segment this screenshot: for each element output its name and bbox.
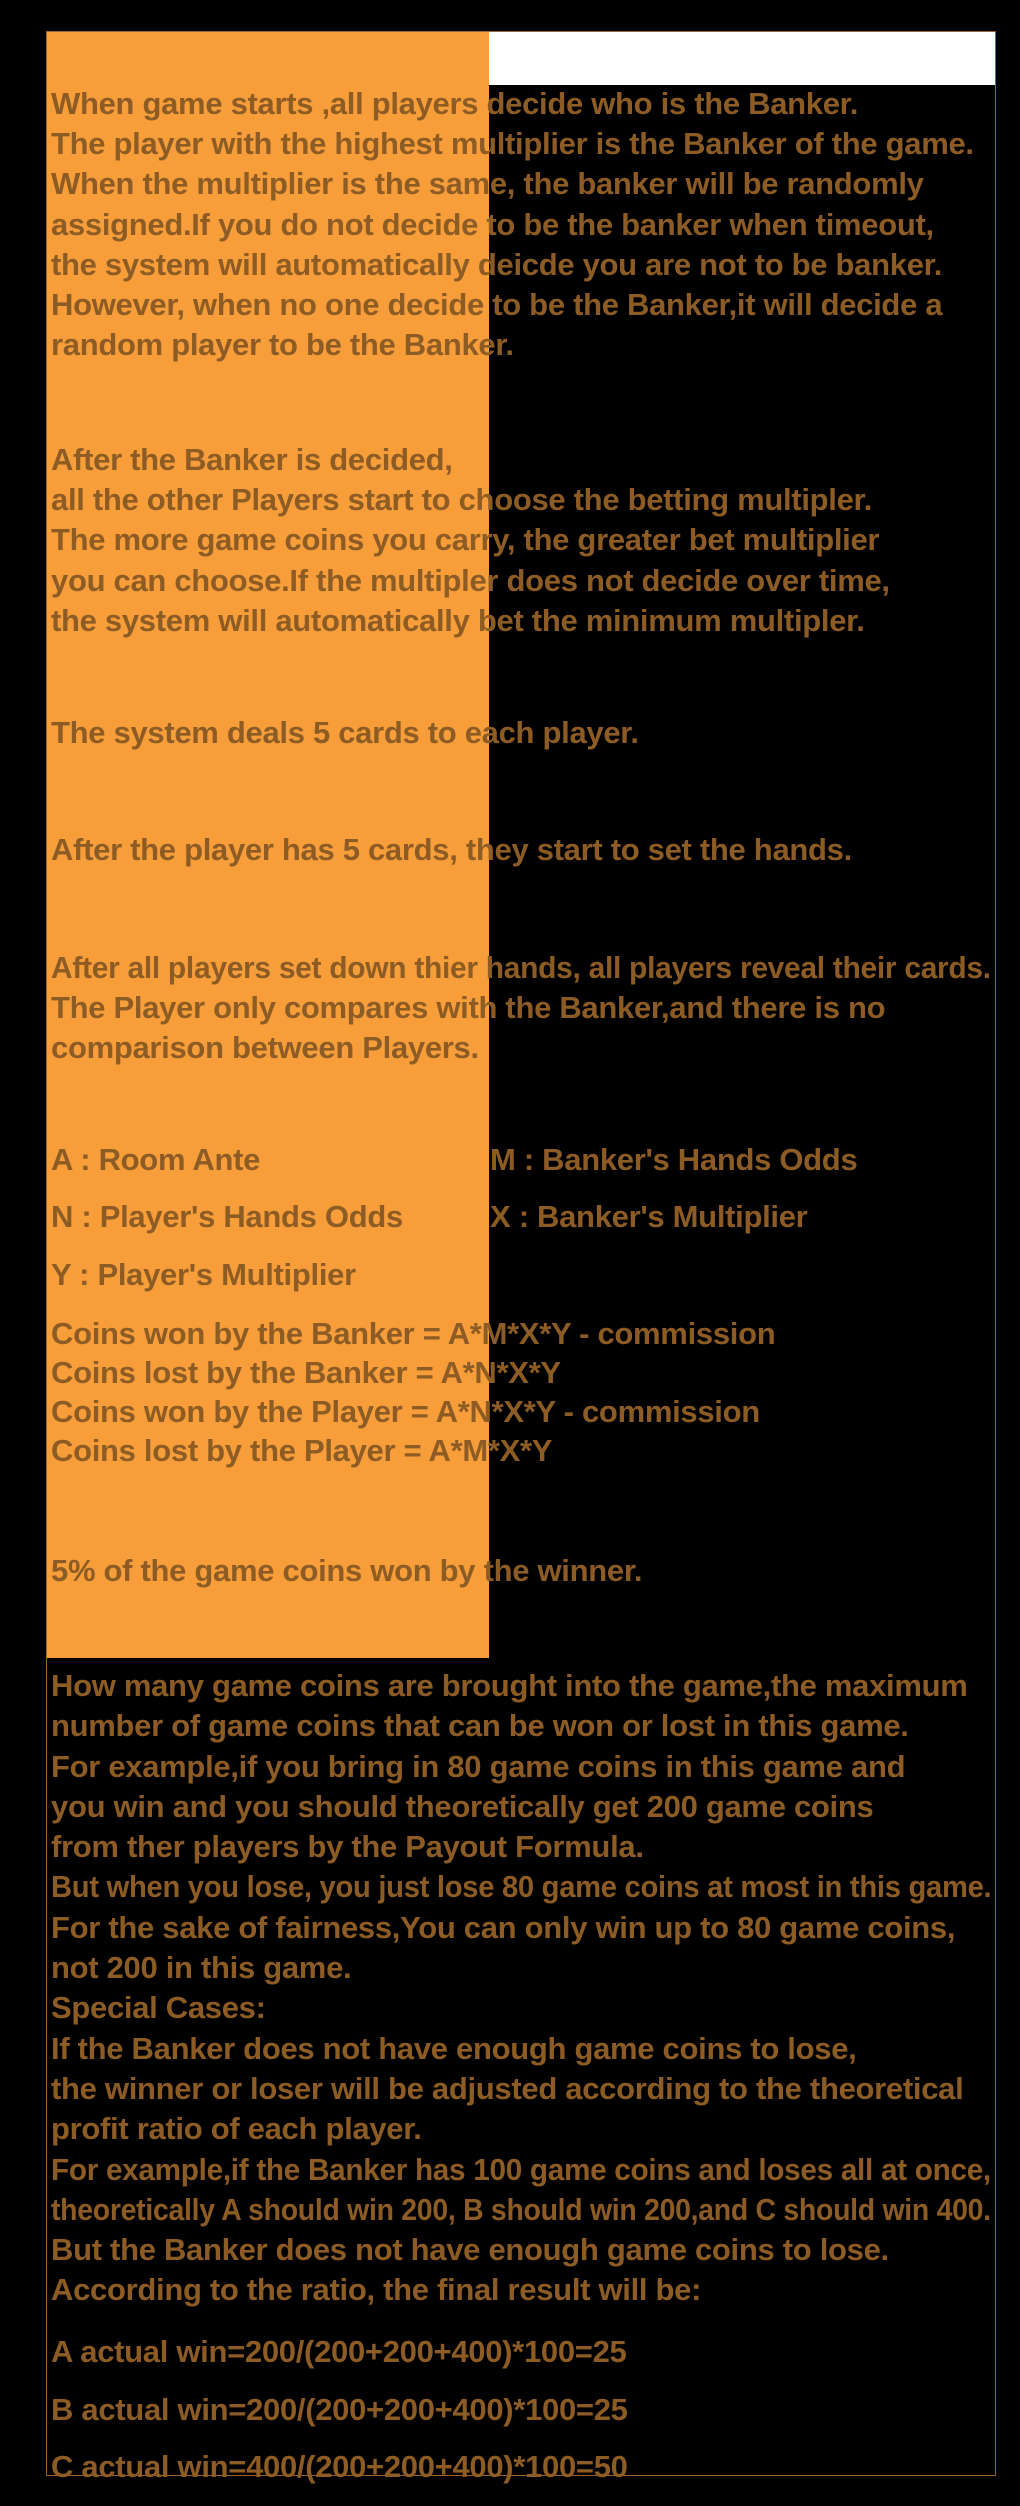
paragraph-betting-multiplier [51, 440, 991, 641]
text-line: After the Banker is decided, [51, 442, 453, 477]
variable-label-a: A : Room Ante [51, 1142, 261, 1177]
variable-label-y: Y : Player's Multiplier [51, 1257, 356, 1292]
variable-cell-m [490, 1140, 990, 1180]
text-line: all the other Players start to choose the betting multipler. [51, 482, 872, 518]
text-line: After all players set down thier hands, all players reveal their cards. [51, 950, 991, 985]
text-line: For example,if the Banker has 100 game coins and loses all at once, [51, 2151, 991, 2187]
text-line: For the sake of fairness,You can only win up to 80 game coins, [51, 1909, 956, 1945]
text-line: However, when no one decide to be the Banker,it will decide a [51, 287, 943, 323]
variable-cell-a [51, 1140, 486, 1180]
text-line: B actual win=200/(200+200+400)*100=25 [51, 2391, 628, 2427]
text-line: from ther players by the Payout Formula. [51, 1829, 644, 1865]
text-line: The player with the highest multiplier is the Banker of the game. [51, 126, 974, 162]
text-line: 5% of the game coins won by the winner. [51, 1553, 643, 1588]
text-line: you win and you should theoretically get 200 game coins [51, 1788, 874, 1824]
text-line: After the player has 5 cards, they start to set the hands. [51, 832, 852, 867]
text-line: C actual win=400/(200+200+400)*100=50 [51, 2449, 628, 2484]
text-line: Coins lost by the Player = A*M*X*Y [51, 1433, 553, 1468]
variable-cell-n [51, 1197, 486, 1237]
text-line: But when you lose, you just lose 80 game coins at most in this game. [51, 1869, 992, 1905]
text-line: you can choose.If the multipler does not decide over time, [51, 562, 890, 598]
text-line: Special Cases: [51, 1990, 266, 2026]
text-line: the system will automatically bet the minimum multipler. [51, 602, 865, 638]
text-line: The more game coins you carry, the greater bet multiplier [51, 522, 880, 558]
variable-cell-x [490, 1197, 990, 1237]
paragraph-set-hands [51, 830, 991, 870]
paragraph-win-loss-limits [51, 1666, 991, 2311]
paragraph-dealing [51, 713, 991, 753]
paragraph-banker-decision [51, 84, 991, 365]
text-line: For example,if you bring in 80 game coins in this game and [51, 1748, 906, 1784]
variable-label-n: N : Player's Hands Odds [51, 1199, 403, 1234]
text-line: The system deals 5 cards to each player. [51, 715, 639, 750]
text-line: When the multiplier is the same, the banker will be randomly [51, 166, 924, 202]
text-line: random player to be the Banker. [51, 327, 514, 363]
text-line: Coins won by the Player = A*N*X*Y - commission [51, 1394, 760, 1429]
white-header-band [489, 32, 995, 85]
text-line: How many game coins are brought into the game,the maximum [51, 1668, 968, 1703]
variable-cell-y [51, 1255, 486, 1295]
paragraph-payout-formulas [51, 1314, 991, 1470]
text-line: Coins lost by the Banker = A*N*X*Y [51, 1355, 561, 1390]
variable-label-x: X : Banker's Multiplier [490, 1199, 808, 1234]
text-line: The Player only compares with the Banker,and there is no [51, 990, 886, 1026]
paragraph-reveal-compare [51, 948, 991, 1069]
text-line: profit ratio of each player. [51, 2111, 422, 2147]
text-line: When game starts ,all players decide who is the Banker. [51, 86, 859, 121]
content-border-box [46, 31, 996, 2484]
variable-label-m: M : Banker's Hands Odds [490, 1142, 858, 1177]
text-line: comparison between Players. [51, 1030, 479, 1066]
text-line: the winner or loser will be adjusted according to the theoretical [51, 2070, 964, 2106]
text-line: But the Banker does not have enough game coins to lose. [51, 2232, 889, 2268]
text-line: If the Banker does not have enough game coins to lose, [51, 2030, 857, 2066]
text-line: theoretically A should win 200, B should win 200,and C should win 400. [51, 2191, 991, 2227]
text-line: not 200 in this game. [51, 1950, 352, 1986]
text-line: A actual win=200/(200+200+400)*100=25 [51, 2334, 627, 2369]
text-line: assigned.If you do not decide to be the banker when timeout, [51, 206, 934, 242]
text-line: number of game coins that can be won or lost in this game. [51, 1708, 909, 1744]
text-line: According to the ratio, the final result will be: [51, 2272, 702, 2308]
text-line: Coins won by the Banker = A*M*X*Y - commission [51, 1316, 776, 1351]
text-line: the system will automatically deicde you are not to be banker. [51, 246, 943, 282]
paragraph-actual-win-examples [51, 2323, 991, 2496]
paragraph-commission [51, 1551, 991, 1591]
